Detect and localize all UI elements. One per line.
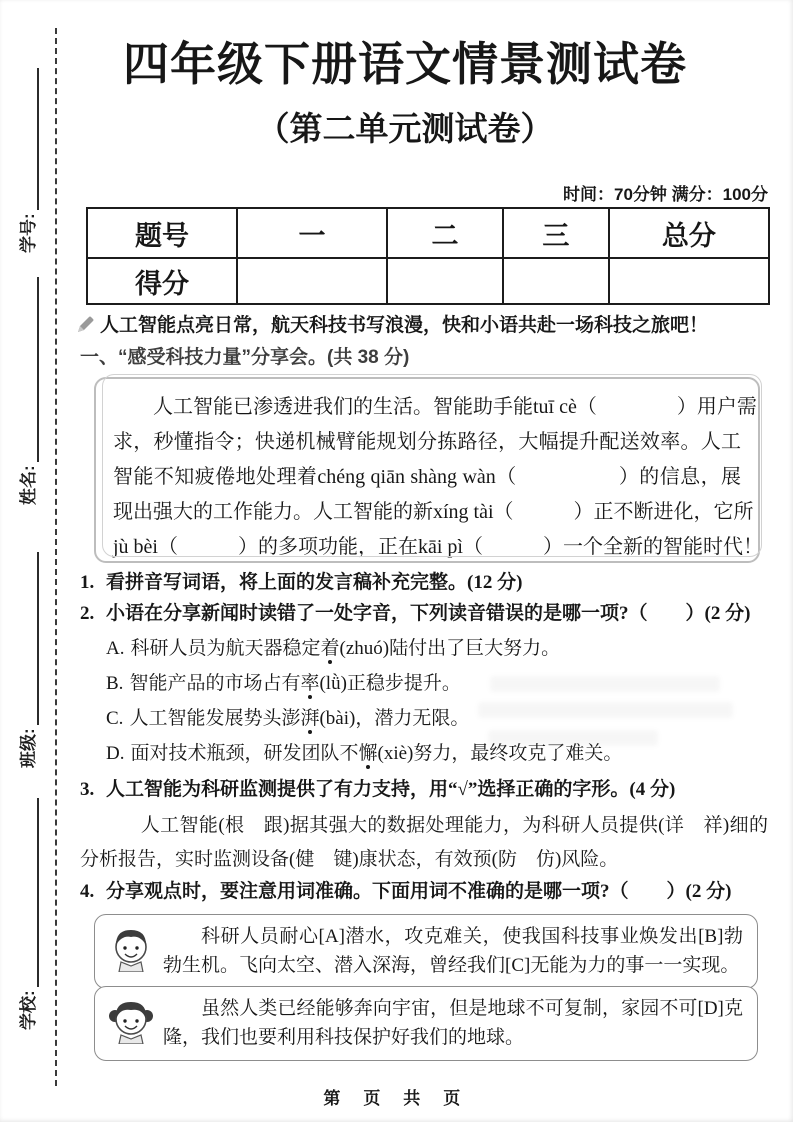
header-section-three: 三 (503, 208, 609, 258)
question-2 (80, 601, 768, 626)
passage-line: 人工智能已渗透进我们的生活。智能助手能tuī cè（ ）用户需 (153, 396, 757, 418)
school-label: 学校: (19, 990, 38, 1030)
intro-text: 人工智能点亮日常，航天科技书写浪漫，快和小语共赴一场科技之旅吧！ (100, 315, 709, 336)
option-a-text-rest: (zhuó)陆付出了巨大努力。 (339, 638, 561, 659)
option-a-emphasized-char: 着 (320, 638, 340, 659)
score-table-header-row (87, 208, 769, 258)
class-label: 班级: (19, 728, 38, 768)
speech-bubble-girl-text: 虽然人类已经能够奔向宇宙，但是地球不可复制，家园不可[D]克隆，我们也要利用科技保护好我们的地球。 (163, 998, 743, 1048)
option-b-text: 智能产品的市场占有 (129, 673, 301, 694)
header-section-one: 一 (237, 208, 387, 258)
option-b-label: B. (106, 673, 124, 694)
name-blank (17, 277, 39, 462)
name-label: 姓名: (19, 465, 38, 505)
question-3 (80, 777, 768, 802)
bleed-through-artifact (488, 730, 658, 746)
school-blank (17, 798, 39, 987)
binding-dashed-line (55, 28, 57, 1086)
score-cell-two (387, 258, 503, 304)
question-1-stem: 看拼音写词语，将上面的发言稿补充完整。(12 分) (106, 572, 523, 593)
option-c-label: C. (106, 708, 124, 729)
page-title: 四年级下册语文情景测试卷 (123, 38, 687, 90)
option-b-emphasized-char: 率 (300, 673, 320, 694)
option-a-label: A. (106, 638, 125, 659)
header-total: 总分 (609, 208, 769, 258)
option-c-text: 人工智能发展势头澎 (129, 708, 301, 729)
question-2-option-a (106, 636, 766, 661)
section-one-heading: 一、“感受科技力量”分享会。(共 38 分) (80, 347, 410, 368)
question-4-stem: 分享观点时，要注意用词准确。下面用词不准确的是哪一项?（ ）(2 分) (106, 881, 732, 902)
passage-line: 求，秒懂指令；快递机械臂能规划分拣路径，大幅提升配送效率。人工 (113, 431, 741, 453)
header-section-two: 二 (387, 208, 503, 258)
speech-bubble-boy-text: 科研人员耐心[A]潜水，攻克难关，使我国科技事业焕发出[B]勃勃生机。飞向太空、潜入深海，曾经我们[C]无能为力的事一一实现。 (163, 926, 743, 976)
option-c-emphasized-char: 湃 (300, 708, 320, 729)
time-score-meta: 时间：70分钟 满分：100分 (563, 185, 768, 204)
speech-bubble-boy (94, 914, 758, 989)
score-cell-one (237, 258, 387, 304)
class-field (14, 552, 39, 768)
option-d-emphasized-char: 懈 (358, 743, 378, 764)
score-table (86, 207, 770, 305)
class-blank (17, 552, 39, 725)
passage-line: jù bèi（ ）的多项功能，正在kāi pì（ ）一个全新的智能时代！ (113, 536, 763, 558)
student-id-label: 学号: (19, 213, 38, 253)
pencil-icon (76, 314, 96, 334)
question-1 (80, 570, 768, 595)
student-id-field (14, 68, 39, 253)
girl-avatar-icon (107, 994, 155, 1044)
passage-line: 现出强大的工作能力。人工智能的新xíng tài（ ）正不断进化，它所 (113, 501, 754, 523)
option-d-label: D. (106, 743, 125, 764)
speech-bubble-girl (94, 986, 758, 1061)
option-b-text-rest: (lǜ)正稳步提升。 (319, 673, 461, 694)
intro-line (76, 310, 770, 337)
question-3-stem: 人工智能为科研监测提供了有力支持，用“√”选择正确的字形。(4 分) (106, 779, 676, 800)
question-4-number: 4. (80, 881, 95, 902)
bleed-through-artifact (478, 702, 733, 718)
score-cell-total (609, 258, 769, 304)
option-c-text-rest: (bài)，潜力无限。 (319, 708, 470, 729)
school-field (14, 798, 39, 1030)
name-field (14, 277, 39, 505)
option-d-text: 面对技术瓶颈，研发团队不 (130, 743, 359, 764)
question-1-number: 1. (80, 572, 95, 593)
score-cell-three (503, 258, 609, 304)
passage-line: 智能不知疲倦地处理着chéng qiān shàng wàn（ ）的信息，展 (113, 466, 741, 488)
score-row-label: 得分 (87, 258, 237, 304)
question-4 (80, 879, 768, 904)
score-table-score-row (87, 258, 769, 304)
page-subtitle: （第二单元测试卷） (256, 110, 554, 147)
question-2-number: 2. (80, 603, 95, 624)
student-id-blank (17, 68, 39, 210)
option-d-text-rest: (xiè)努力，最终攻克了难关。 (377, 743, 623, 764)
question-3-body: 人工智能(根 跟)据其强大的数据处理能力，为科研人员提供(详 祥)细的分析报告，实时监测设备(健 键)康状态，有效预(防 仿)风险。 (80, 815, 768, 870)
question-2-stem: 小语在分享新闻时读错了一处字音，下列读音错误的是哪一项?（ ）(2 分) (106, 603, 751, 624)
question-2-option-d (106, 741, 766, 766)
page-footer: 第 页 共 页 (323, 1089, 470, 1108)
question-3-number: 3. (80, 779, 95, 800)
boy-avatar-icon (107, 922, 155, 972)
header-question-number: 题号 (87, 208, 237, 258)
bleed-through-artifact (490, 676, 720, 692)
option-a-text: 科研人员为航天器稳定 (130, 638, 321, 659)
passage-box (94, 377, 763, 563)
